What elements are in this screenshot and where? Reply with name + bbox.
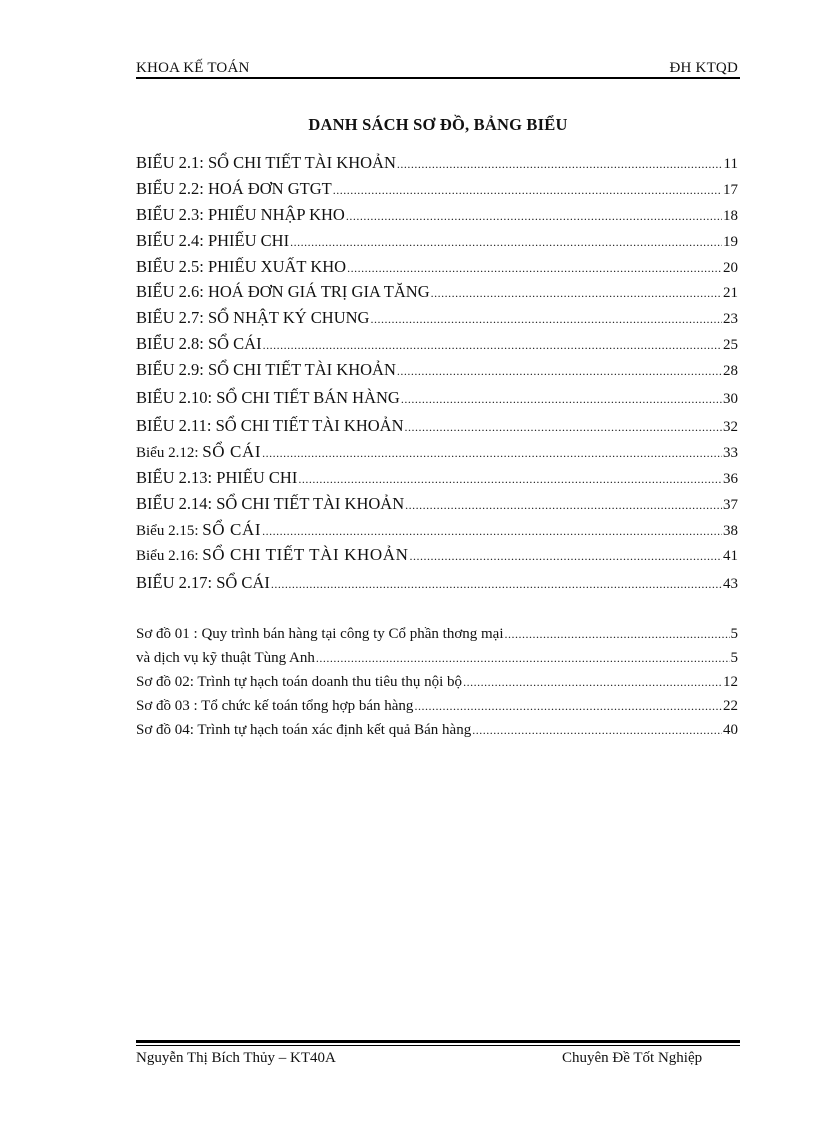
toc-leader-dots — [431, 281, 722, 305]
toc-entry-label: BIỂU 2.11: SỔ CHI TIẾT TÀI KHOẢN — [136, 416, 404, 436]
toc-entry-label: BIỂU 2.14: SỔ CHI TIẾT TÀI KHOẢN — [136, 493, 405, 513]
toc-leader-dots — [409, 544, 722, 568]
toc-entry-sodo-01-cont[interactable] — [136, 646, 738, 670]
toc-entry-page: 36 — [723, 470, 738, 487]
toc-entry-label: và dịch vụ kỹ thuật Tùng Anh — [136, 650, 315, 666]
toc-entry-bieu-2-13[interactable] — [136, 465, 738, 491]
toc-entry-page: 22 — [723, 698, 738, 714]
toc-entry-page: 37 — [723, 496, 738, 513]
toc-entry-bieu-2-9[interactable] — [136, 357, 738, 383]
page-title: DANH SÁCH SƠ ĐỒ, BẢNG BIỂU — [308, 115, 568, 134]
toc-entry-page: 5 — [730, 626, 738, 642]
toc-entry-label: BIỂU 2.10: SỔ CHI TIẾT BÁN HÀNG — [136, 388, 400, 408]
toc-entry-label: BIỂU 2.8: SỔ CÁI — [136, 334, 262, 354]
toc-entry-page: 21 — [723, 285, 738, 302]
header-divider — [136, 77, 740, 79]
toc-entry-title: SỔ CÁI — [202, 519, 262, 539]
toc-entry-bieu-2-12[interactable] — [136, 439, 738, 465]
toc-entry-bieu-2-10[interactable] — [136, 383, 738, 413]
toc-entry-page: 41 — [723, 548, 738, 565]
toc-entry-bieu-2-2[interactable] — [136, 176, 738, 202]
toc-entry-label: BIỂU 2.3: PHIẾU NHẬP KHO — [136, 204, 345, 224]
header-university: ĐH KTQD — [669, 60, 738, 76]
toc-entry-bieu-2-16[interactable] — [136, 542, 738, 568]
toc-entry-bieu-2-14[interactable] — [136, 491, 738, 517]
toc-entry-title: SỔ CHI TIẾT TÀI KHOẢN — [202, 545, 409, 565]
toc-entry-prefix: Biểu 2.15: — [136, 522, 199, 539]
toc-leader-dots — [347, 256, 722, 280]
toc-entry-page: 30 — [723, 391, 738, 408]
toc-entry-label — [136, 542, 408, 568]
toc-leader-dots — [316, 646, 730, 670]
toc-entry-bieu-2-6[interactable] — [136, 279, 738, 305]
toc-entry-label: BIỂU 2.5: PHIẾU XUẤT KHO — [136, 256, 347, 276]
toc-leader-dots — [397, 359, 722, 383]
toc-entry-label: BIỂU 2.4: PHIẾU CHI — [136, 230, 290, 250]
toc-leader-dots — [405, 415, 722, 439]
toc-leader-dots — [346, 204, 722, 228]
toc-entry-label: Sơ đồ 02: Trình tự hạch toán doanh thu tiêu thụ nội bộ — [136, 674, 463, 690]
toc-entry-label — [136, 517, 261, 543]
toc-leader-dots — [333, 178, 722, 202]
header-department: KHOA KẾ TOÁN — [136, 60, 250, 76]
toc-leader-dots — [401, 384, 722, 413]
toc-entry-label: BIỂU 2.2: HOÁ ĐƠN GTGT — [136, 178, 332, 198]
toc-entry-bieu-2-5[interactable] — [136, 254, 738, 280]
toc-leader-dots — [463, 670, 722, 694]
page-header — [136, 57, 738, 77]
toc-entry-page: 5 — [730, 650, 738, 666]
toc-entry-page: 11 — [723, 156, 738, 172]
toc-entry-bieu-2-4[interactable] — [136, 228, 738, 254]
toc-leader-dots — [290, 230, 722, 254]
toc-entry-page: 17 — [723, 181, 738, 198]
diagram-list — [136, 622, 738, 742]
toc-leader-dots — [405, 493, 722, 517]
toc-entry-bieu-2-3[interactable] — [136, 202, 738, 228]
footer-divider-thin — [136, 1045, 740, 1046]
toc-entry-label: Sơ đồ 03 : Tổ chức kế toán tổng hợp bán hàng — [136, 698, 414, 714]
toc-entry-label: Sơ đồ 01 : Quy trình bán hàng tại công ty Cổ phần thơng mại — [136, 626, 504, 642]
toc-entry-page: 20 — [723, 259, 738, 276]
toc-leader-dots — [298, 467, 722, 491]
toc-entry-bieu-2-15[interactable] — [136, 517, 738, 543]
toc-leader-dots — [505, 622, 730, 646]
toc-entry-label: BIỂU 2.7: SỔ NHẬT KÝ CHUNG — [136, 308, 370, 328]
toc-entry-title: SỔ CÁI — [202, 441, 262, 461]
toc-entry-label — [136, 439, 261, 465]
toc-entry-label: BIỂU 2.17: SỔ CÁI — [136, 573, 270, 593]
toc-entry-label: BIỂU 2.9: SỔ CHI TIẾT TÀI KHOẢN — [136, 360, 396, 380]
toc-entry-prefix: Biểu 2.12: — [136, 444, 199, 461]
toc-entry-page: 33 — [723, 444, 738, 461]
toc-entry-page: 32 — [723, 419, 738, 436]
footer-divider-thick — [136, 1040, 740, 1043]
toc-entry-label: BIỂU 2.13: PHIẾU CHI — [136, 467, 298, 487]
toc-entry-page: 38 — [723, 522, 738, 539]
toc-leader-dots — [271, 569, 722, 598]
toc-entry-page: 23 — [723, 311, 738, 328]
toc-entry-bieu-2-1[interactable] — [136, 150, 738, 176]
toc-entry-bieu-2-8[interactable] — [136, 331, 738, 357]
toc-entry-page: 43 — [723, 576, 738, 593]
toc-entry-prefix: Biểu 2.16: — [136, 548, 199, 565]
toc-leader-dots — [262, 441, 722, 465]
toc-leader-dots — [370, 307, 722, 331]
toc-entry-bieu-2-17[interactable] — [136, 568, 738, 598]
toc-entry-page: 28 — [723, 363, 738, 380]
toc-leader-dots — [262, 519, 722, 543]
toc-entry-page: 25 — [723, 337, 738, 354]
toc-entry-bieu-2-7[interactable] — [136, 305, 738, 331]
footer-author: Nguyễn Thị Bích Thủy – KT40A — [136, 1050, 336, 1066]
toc-entry-page: 40 — [723, 722, 738, 738]
toc-entry-bieu-2-11[interactable] — [136, 413, 738, 439]
footer-topic: Chuyên Đề Tốt Nghiệp — [562, 1050, 703, 1066]
table-list — [136, 150, 738, 598]
toc-entry-sodo-01[interactable] — [136, 622, 738, 646]
toc-entry-sodo-03[interactable] — [136, 694, 738, 718]
toc-entry-label: Sơ đồ 04: Trình tự hạch toán xác định kết quả Bán hàng — [136, 722, 472, 738]
toc-leader-dots — [263, 333, 722, 357]
toc-entry-page: 12 — [723, 674, 738, 690]
toc-leader-dots — [414, 694, 722, 718]
toc-leader-dots — [397, 152, 723, 176]
toc-entry-label: BIỂU 2.6: HOÁ ĐƠN GIÁ TRỊ GIA TĂNG — [136, 282, 430, 302]
toc-entry-label: BIỂU 2.1: SỔ CHI TIẾT TÀI KHOẢN — [136, 153, 396, 172]
toc-leader-dots — [472, 718, 722, 742]
toc-entry-page: 18 — [723, 207, 738, 224]
toc-entry-sodo-02[interactable] — [136, 670, 738, 694]
toc-entry-page: 19 — [723, 233, 738, 250]
toc-entry-sodo-04[interactable] — [136, 718, 738, 742]
